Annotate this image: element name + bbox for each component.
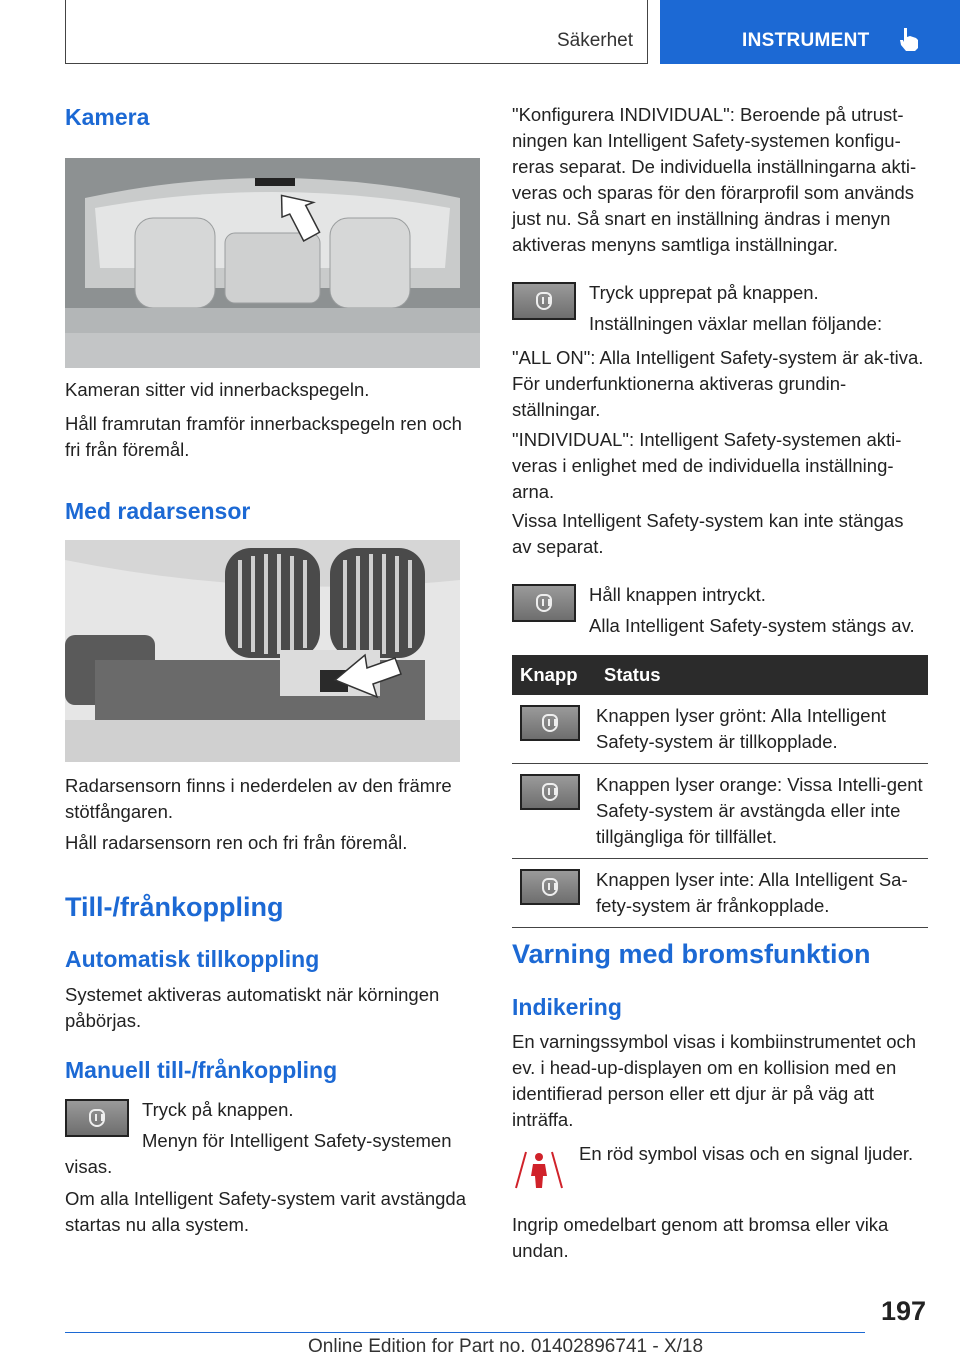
radar-sensor-image — [65, 540, 460, 762]
button-orange-icon — [520, 774, 580, 810]
camera-interior-image — [65, 158, 480, 368]
table-row — [512, 695, 928, 764]
header-section-box — [65, 0, 648, 64]
manual-paragraph: Om alla Intelligent Safety-system varit avstängda startas nu alla system. — [65, 1188, 467, 1235]
tab-instrument-label: INSTRUMENT — [742, 30, 870, 51]
auto-paragraph: Systemet aktiveras automatiskt när körningen påbörjas. — [65, 984, 440, 1031]
allon-paragraph: "ALL ON": Alla Intelligent Safety-system är ak-tiva. För underfunktionerna aktiveras grundin-ställningar. — [512, 347, 924, 420]
button-off-icon — [520, 869, 580, 905]
table-header-knapp: Knapp — [512, 655, 596, 695]
section-title: Säkerhet — [556, 30, 633, 51]
vissa-paragraph: Vissa Intelligent Safety-system kan inte stängas av separat. — [512, 510, 904, 557]
pedestrian-warning-icon — [512, 1148, 566, 1190]
warning-text: En röd symbol visas och en signal ljuder. — [579, 1143, 914, 1164]
table-cell-status: Knappen lyser inte: Alla Intelligent Sa-fety-system är frånkopplade. — [596, 859, 928, 928]
status-table — [512, 655, 928, 928]
page-number: 197 — [880, 1296, 926, 1326]
table-cell-status: Knappen lyser orange: Vissa Intelli-gent Safety-system är avstängda eller inte tillgängliga för tillfället. — [596, 764, 928, 859]
kamera-paragraph-1: Kameran sitter vid innerbackspegeln. — [65, 379, 370, 400]
table-cell-status: Knappen lyser grönt: Alla Intelligent Safety-system är tillkopplade. — [596, 695, 928, 764]
footer-divider — [65, 1332, 865, 1333]
step-1b: Inställningen växlar mellan följande: — [589, 313, 883, 334]
safety-button-icon-3 — [512, 584, 576, 622]
heading-radar: Med radarsensor — [65, 498, 251, 524]
heading-till-frankoppling: Till-/frånkoppling — [65, 892, 284, 922]
table-row — [512, 859, 928, 928]
step-2b: Alla Intelligent Safety-system stängs av. — [589, 615, 915, 636]
heading-manuell: Manuell till-/frånkoppling — [65, 1057, 338, 1083]
manual-step-2: Menyn för Intelligent Safety-systemen visas. — [65, 1130, 452, 1177]
heading-kamera: Kamera — [65, 104, 150, 130]
edition-text: Online Edition for Part no. 01402896741 - X/18 — [308, 1336, 704, 1357]
ingrip-paragraph: Ingrip omedelbart genom att bromsa eller vika undan. — [512, 1214, 889, 1261]
step-2a: Håll knappen intryckt. — [589, 584, 766, 605]
table-row — [512, 764, 928, 859]
manual-step-1: Tryck på knappen. — [142, 1099, 294, 1120]
safety-button-icon-2 — [512, 282, 576, 320]
heading-varning: Varning med bromsfunktion — [512, 939, 871, 969]
kamera-paragraph-2: Håll framrutan framför innerbackspegeln ren och fri från föremål. — [65, 413, 462, 460]
step-1a: Tryck upprepat på knappen. — [589, 282, 819, 303]
tab-instrument[interactable] — [660, 0, 960, 64]
heading-indikering: Indikering — [512, 994, 622, 1020]
indikering-paragraph: En varningssymbol visas i kombiinstrumentet och ev. i head-up-displayen om en kollision med en identifierad person eller ett djur är på väg att inträffa. — [512, 1031, 917, 1130]
radar-paragraph-2: Håll radarsensorn ren och fri från föremål. — [65, 832, 408, 853]
table-header-status: Status — [596, 655, 928, 695]
individual-paragraph: "INDIVIDUAL": Intelligent Safety-systemen akti-veras i enlighet med de individuella inställning-arna. — [512, 429, 902, 502]
radar-paragraph-1: Radarsensorn finns i nederdelen av den främre stötfångaren. — [65, 775, 452, 822]
konfigurera-paragraph: "Konfigurera INDIVIDUAL": Beroende på utrust-ningen kan Intelligent Safety-systemen konfigu-reras separat. De individuella inställningarna akti-veras och sparas för den förarprofil som används just nu. Så snart en inställning ändras i menyn aktiveras menyns samtliga inställningar. — [512, 104, 917, 255]
hand-pointer-icon — [898, 26, 920, 52]
button-green-icon — [520, 705, 580, 741]
heading-automatisk: Automatisk tillkoppling — [65, 946, 320, 972]
